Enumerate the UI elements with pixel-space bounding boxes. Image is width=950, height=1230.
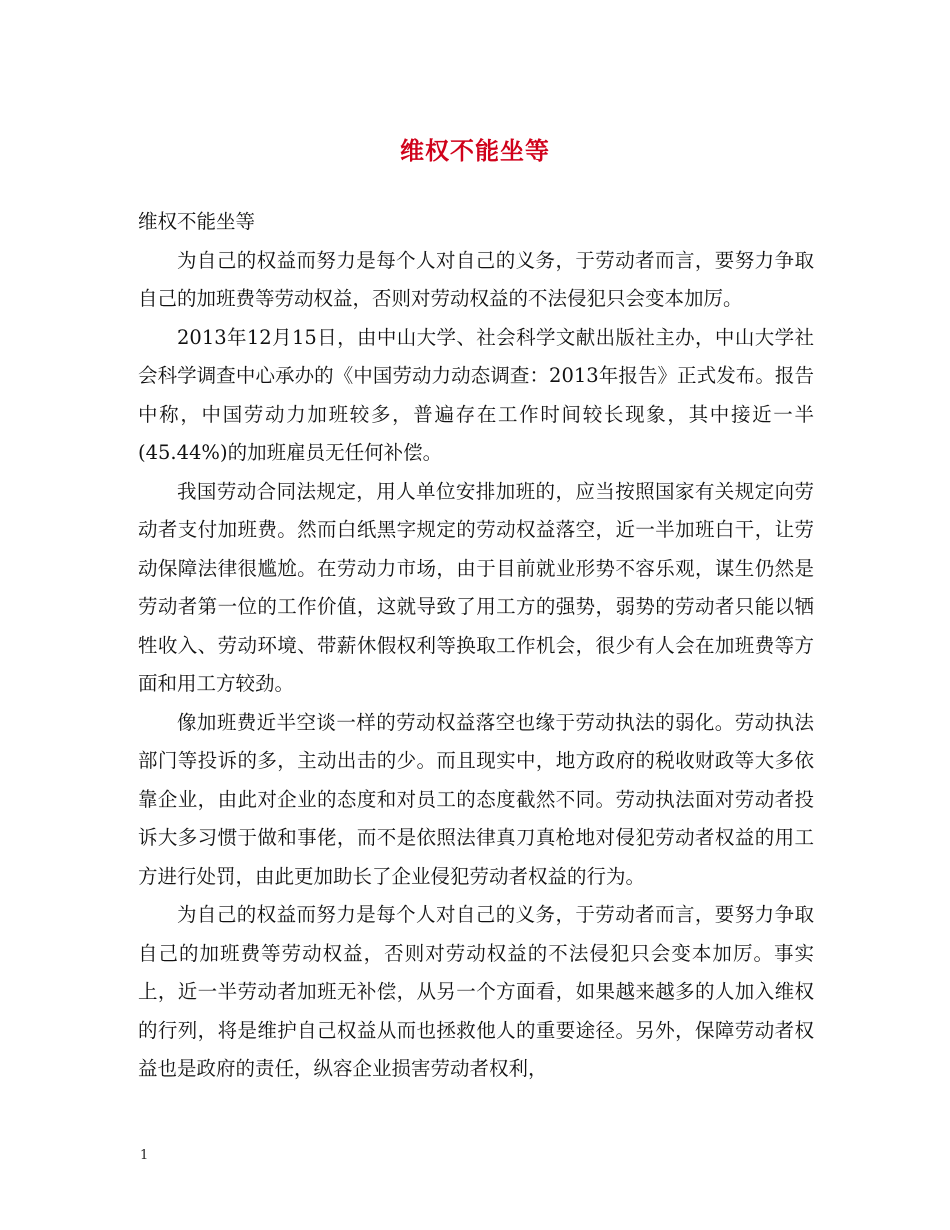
document-subtitle: 维权不能坐等: [138, 210, 256, 233]
paragraph-5: 为自己的权益而努力是每个人对自己的义务，于劳动者而言，要努力争取自己的加班费等劳动权益，否则对劳动权益的不法侵犯只会变本加厉。事实上，近一半劳动者加班无补偿，从另一个方面看，如果越来越多的人加入维权的行列，将是维护自己权益从而也拯救他人的重要途径。另外，保障劳动者权益也是政府的责任，纵容企业损害劳动者权利，: [138, 903, 814, 1080]
document-title: 维权不能坐等: [400, 136, 550, 165]
paragraph-4: 像加班费近半空谈一样的劳动权益落空也缘于劳动执法的弱化。劳动执法部门等投诉的多，主动出击的少。而且现实中，地方政府的税收财政等大多依靠企业，由此对企业的态度和对员工的态度截然不同。劳动执法面对劳动者投诉大多习惯于做和事佬，而不是依照法律真刀真枪地对侵犯劳动者权益的用工方进行处罚，由此更加助长了企业侵犯劳动者权益的行为。: [138, 710, 814, 888]
document-body: [138, 203, 814, 1089]
page-number: 1: [140, 1148, 149, 1163]
paragraph-3: 我国劳动合同法规定，用人单位安排加班的，应当按照国家有关规定向劳动者支付加班费。然而白纸黑字规定的劳动权益落空，近一半加班白干，让劳动保障法律很尴尬。在劳动力市场，由于目前就业形势不容乐观，谋生仍然是劳动者第一位的工作价值，这就导致了用工方的强势，弱势的劳动者只能以牺牲收入、劳动环境、带薪休假权利等换取工作机会，很少有人会在加班费等方面和用工方较劲。: [138, 479, 814, 695]
paragraph-2: 2013年12月15日，由中山大学、社会科学文献出版社主办，中山大学社会科学调查中心承办的《中国劳动力动态调查：2013年报告》正式发布。报告中称，中国劳动力加班较多，普遍存在工作时间较长现象，其中接近一半(45.44%)的加班雇员无任何补偿。: [138, 325, 814, 464]
paragraph-1: 为自己的权益而努力是每个人对自己的义务，于劳动者而言，要努力争取自己的加班费等劳动权益，否则对劳动权益的不法侵犯只会变本加厉。: [138, 248, 814, 310]
